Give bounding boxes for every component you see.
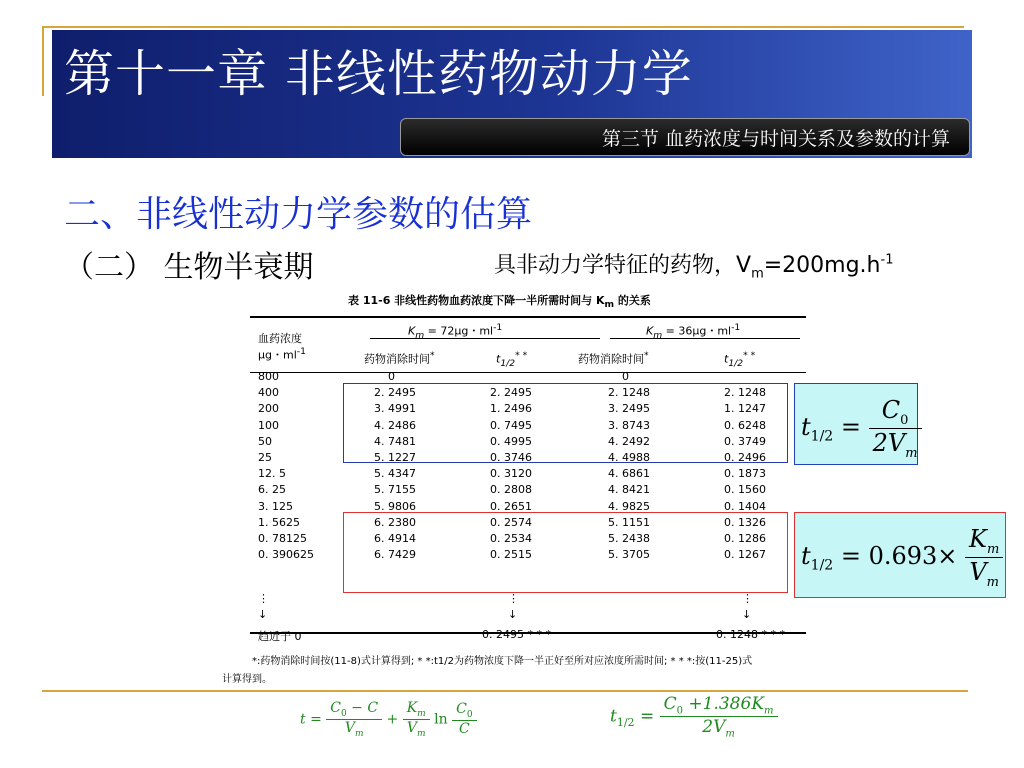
subheader-time-1-text: 药物消除时间 [364, 352, 430, 366]
cell-half-1: 0. 2534 [490, 532, 532, 545]
cell-half-1: 1. 2496 [490, 402, 532, 416]
f1-denominator [869, 429, 922, 461]
limit-half-2: 0. 1248 * * * [716, 628, 785, 641]
subheader-half-2-t: t [724, 352, 729, 366]
cell-time-2: 4. 8421 [608, 483, 650, 497]
f3-den2: V [406, 719, 417, 736]
group1-k: K [408, 324, 416, 338]
table-footnote: *:药物消除时间按(11-8)式计算得到; * *:t1/2为药物浓度下降一半正好至所对应浓度所需时间; * * *:按(11-25)式 [252, 656, 753, 667]
col-conc-unit-text: μg・ml [258, 348, 297, 362]
group1-sub: m [415, 329, 425, 341]
cell-conc: 1. 5625 [258, 515, 300, 529]
cell-half-2: 0. 1404 [724, 499, 766, 513]
cell-time-1: 5. 7155 [374, 483, 416, 497]
col-conc-header: 血药浓度 [258, 332, 302, 345]
cell-time-2: 2. 1248 [608, 386, 650, 400]
subheader-time-1-mark: * [430, 350, 435, 361]
group2-k: K [646, 324, 654, 338]
f2-fraction [965, 525, 1003, 590]
f2-den: V [969, 557, 987, 586]
f3-num3-sub: 0 [466, 710, 473, 721]
formula-half-life-general [610, 694, 778, 740]
col-conc-unit [258, 346, 306, 363]
drug-note-sub: m [751, 266, 764, 282]
subheader-half-1 [496, 350, 527, 369]
f3-num1-tail: − C [346, 700, 379, 716]
f3-num3: C [456, 701, 467, 718]
cell-half-2: 0. 3749 [724, 434, 766, 448]
f4-num-tail-sub: m [764, 705, 774, 717]
f3-den1-sub: m [354, 728, 364, 739]
drug-note-sup: -1 [880, 252, 894, 268]
table-caption-tail: 的关系 [614, 294, 651, 307]
cell-half-1: 0. 4995 [490, 434, 532, 448]
cell-half-2: 0. 1560 [724, 483, 766, 497]
formula-elimination-time [300, 700, 477, 739]
arrow-conc: ↓ [258, 608, 268, 621]
cell-conc: 200 [258, 402, 279, 416]
cell-half-1: 0. 3746 [490, 451, 532, 464]
group1-tail: = 72μg・ml [424, 324, 494, 338]
top-accent-rule [42, 26, 964, 28]
f2-eq: = 0.693× [840, 541, 958, 570]
subsection-heading: （二） 生物半衰期 [64, 250, 314, 285]
vdots-half-2: ⋮ [742, 592, 753, 605]
subheader-half-2-mark: * * [743, 350, 756, 361]
cell-conc: 12. 5 [258, 467, 286, 481]
f3-den3: C [458, 721, 470, 738]
cell-time-1: 6. 7429 [374, 548, 416, 562]
cell-time-1: 6. 4914 [374, 532, 416, 545]
f2-denominator [965, 558, 1003, 590]
drug-note-prefix: 具非动力学特征的药物，V [494, 253, 752, 278]
cell-half-1: 0. 3120 [490, 467, 532, 481]
group2-sup: -1 [731, 322, 741, 333]
formula-box-half-life-high [794, 383, 918, 465]
section-label: 第三节 血药浓度与时间关系及参数的计算 [601, 128, 950, 150]
f4-num-sub: 0 [676, 705, 683, 717]
cell-conc: 3. 125 [258, 499, 293, 513]
f1-fraction [869, 396, 922, 461]
cell-half-1: 2. 2495 [490, 386, 532, 400]
f3-denominator-1 [326, 720, 382, 739]
f3-num1: C [330, 700, 341, 716]
f4-eq: = [639, 706, 655, 727]
cell-time-2: 0 [622, 370, 629, 383]
f2-den-sub: m [986, 574, 999, 590]
cell-time-2: 5. 1151 [608, 515, 650, 529]
f3-fraction-1 [326, 700, 382, 739]
cell-half-2: 0. 1267 [724, 548, 766, 562]
cell-time-1: 4. 2486 [374, 418, 416, 432]
drug-note-mid: =200mg.h [763, 253, 881, 278]
arrow-half-2: ↓ [742, 608, 752, 621]
cell-half-1: 0. 2574 [490, 515, 532, 529]
highlight-box-red [343, 512, 788, 593]
cell-time-1: 5. 9806 [374, 499, 416, 513]
f4-numerator [660, 694, 778, 717]
f1-num-sub: 0 [900, 412, 909, 428]
cell-half-1: 0. 2515 [490, 548, 532, 562]
f3-fraction-3 [452, 701, 476, 737]
cell-conc: 50 [258, 434, 272, 448]
table-header-rule [250, 372, 806, 373]
bottom-accent-rule [42, 690, 968, 692]
group1-sup: -1 [493, 322, 503, 333]
cell-time-1: 3. 4991 [374, 402, 416, 416]
cell-half-2: 0. 1286 [724, 532, 766, 545]
cell-half-2: 2. 1248 [724, 386, 766, 400]
limit-half-1: 0. 2495 * * * [482, 628, 551, 641]
f3-numerator-1 [326, 700, 382, 720]
f1-eq: = [840, 412, 861, 441]
f3-denominator-2 [403, 720, 430, 739]
arrow-half-1: ↓ [508, 608, 518, 621]
subheader-time-2-mark: * [644, 350, 649, 361]
cell-half-2: 0. 2496 [724, 451, 766, 464]
vdots-half-1: ⋮ [508, 592, 519, 605]
subheader-half-2-sub: 1/2 [728, 357, 744, 369]
subheader-half-2 [724, 350, 755, 369]
left-accent-rule [42, 26, 44, 96]
cell-half-2: 1. 1247 [724, 402, 766, 416]
f2-lhs: t [801, 541, 811, 570]
subheader-time-2 [578, 350, 649, 367]
f3-fraction-2 [403, 700, 430, 739]
group2-tail: = 36μg・ml [662, 324, 732, 338]
f2-lhs-sub: 1/2 [810, 557, 834, 574]
cell-time-2: 4. 6861 [608, 467, 650, 481]
limit-label: 趋近于 0 [258, 630, 302, 643]
f3-ln: ln [434, 711, 448, 728]
cell-conc: 400 [258, 386, 279, 400]
cell-time-1: 2. 2495 [374, 386, 416, 400]
group2-header [646, 322, 740, 341]
f4-den: 2V [702, 717, 726, 738]
cell-time-1: 5. 4347 [374, 467, 416, 481]
subheader-half-1-sub: 1/2 [500, 357, 516, 369]
formula-half-life-high [801, 396, 922, 461]
subheader-half-1-t: t [496, 352, 501, 366]
f4-den-sub: m [725, 728, 735, 740]
group1-header [408, 322, 502, 341]
table-top-rule [250, 316, 806, 318]
cell-time-2: 3. 8743 [608, 418, 650, 432]
f3-plus: + [386, 711, 399, 728]
cell-conc: 6. 25 [258, 483, 286, 497]
f3-denominator-3 [452, 721, 476, 737]
f4-fraction [660, 694, 778, 740]
cell-half-1: 0. 7495 [490, 418, 532, 432]
table-caption [348, 292, 651, 310]
group2-sub: m [653, 329, 663, 341]
col-conc-unit-sup: -1 [296, 346, 306, 357]
drug-note [494, 248, 893, 281]
subheader-half-1-mark: * * [515, 350, 528, 361]
cell-half-1: 0. 2808 [490, 483, 532, 497]
formula-half-life-low [801, 525, 1003, 590]
highlight-box-blue [343, 383, 788, 463]
table-caption-text: 表 11-6 非线性药物血药浓度下降一半所需时间与 K [348, 294, 605, 307]
f2-num: K [969, 525, 987, 553]
f4-lhs: t [610, 706, 617, 727]
subheader-time-2-text: 药物消除时间 [578, 352, 644, 366]
f1-den-sub: m [905, 445, 918, 461]
cell-conc: 800 [258, 370, 279, 383]
cell-conc: 100 [258, 418, 279, 432]
f4-denominator [660, 717, 778, 739]
table-footnote-continued: 计算得到。 [222, 674, 272, 685]
table-caption-sub: m [604, 299, 615, 311]
f3-lhs: t = [300, 711, 322, 728]
cell-half-2: 0. 6248 [724, 418, 766, 432]
cell-conc: 25 [258, 451, 272, 464]
f1-numerator [869, 396, 922, 429]
f3-num2-sub: m [417, 708, 426, 719]
f4-lhs-sub: 1/2 [616, 715, 635, 729]
f1-lhs-sub: 1/2 [810, 428, 834, 445]
cell-conc: 0. 390625 [258, 548, 314, 562]
f3-num1-sub: 0 [340, 708, 347, 719]
cell-time-1: 4. 7481 [374, 434, 416, 448]
cell-time-1: 0 [388, 370, 395, 383]
cell-time-1: 5. 1227 [374, 451, 416, 464]
vdots-conc: ⋮ [258, 592, 269, 605]
chapter-title: 第十一章 非线性药物动力学 [64, 45, 693, 103]
cell-time-2: 5. 3705 [608, 548, 650, 562]
cell-half-1: 0. 2651 [490, 499, 532, 513]
formula-box-half-life-low [794, 512, 1006, 598]
subheader-time-1 [364, 350, 435, 367]
cell-time-2: 4. 4988 [608, 451, 650, 464]
section-heading: 二、非线性动力学参数的估算 [64, 194, 533, 235]
f2-num-sub: m [986, 541, 1000, 557]
f4-num: C [663, 694, 677, 714]
f3-numerator-2 [403, 700, 430, 720]
f3-den1: V [344, 719, 355, 736]
f1-num: C [881, 396, 901, 424]
cell-time-2: 4. 2492 [608, 434, 650, 448]
cell-half-2: 0. 1873 [724, 467, 766, 481]
f1-den: 2V [872, 428, 906, 457]
f3-den2-sub: m [417, 728, 426, 739]
cell-conc: 0. 78125 [258, 532, 307, 545]
cell-time-2: 5. 2438 [608, 532, 650, 545]
f2-numerator [965, 525, 1003, 558]
cell-time-2: 3. 2495 [608, 402, 650, 416]
cell-half-2: 0. 1326 [724, 515, 766, 529]
f3-num2: K [406, 700, 418, 716]
cell-time-2: 4. 9825 [608, 499, 650, 513]
f3-numerator-3 [452, 701, 476, 721]
cell-time-1: 6. 2380 [374, 515, 416, 529]
f1-lhs: t [801, 412, 811, 441]
f4-num-tail: +1.386K [683, 694, 765, 714]
